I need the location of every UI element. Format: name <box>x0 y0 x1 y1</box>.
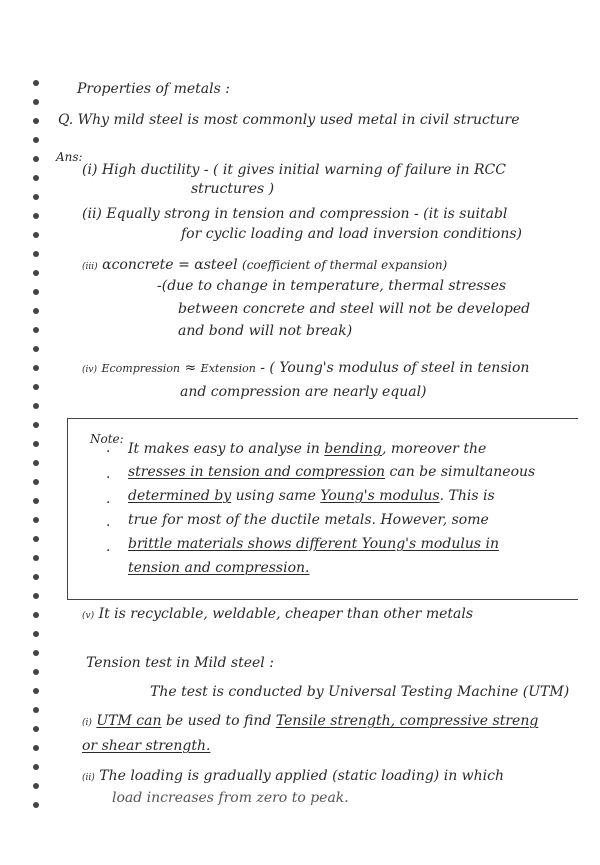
e-compression: Ecompression <box>101 362 181 375</box>
tension-point-1-line2: or shear strength. <box>82 738 211 754</box>
answer-label: Ans: <box>56 150 83 164</box>
tension-point-1: (i) UTM can be used to find Tensile strength, compressive streng <box>82 713 539 729</box>
note-line2: stresses in tension and compression can be simultaneous <box>128 464 536 480</box>
approx-sign: ≈ <box>184 360 197 376</box>
note-bullet: · <box>106 518 111 534</box>
point-4-rest: - ( Young's modulus of steel in tension <box>260 360 530 376</box>
equals-sign: = <box>178 257 190 273</box>
point-4-line2: and compression are nearly equal) <box>180 384 427 400</box>
point-3-line2: -(due to change in temperature, thermal stresses <box>157 278 507 294</box>
tension-point-1-marker: (i) <box>82 718 92 728</box>
note-bullet: · <box>106 444 111 460</box>
point-1-line1: High ductility - ( it gives initial warning of failure in RCC <box>101 162 506 178</box>
alpha-concrete: αconcrete <box>102 257 174 273</box>
point-4-marker: (iv) <box>82 365 97 375</box>
point-3 <box>82 256 447 276</box>
tension-test-heading: Tension test in Mild steel : <box>86 655 274 671</box>
point-3-marker: (iii) <box>82 262 98 272</box>
spiral-binding <box>30 80 42 820</box>
point-1-marker: (i) <box>82 162 98 178</box>
point-2-line2: for cyclic loading and load inversion conditions) <box>181 226 523 242</box>
point-5-marker: (v) <box>82 611 95 621</box>
point-3-line3: between concrete and steel will not be developed <box>178 301 531 317</box>
note-line3: determined by using same Young's modulus. This is <box>128 488 495 504</box>
tension-test-line1: The test is conducted by Universal Testing Machine (UTM) <box>150 684 570 700</box>
note-line6: tension and compression. <box>128 560 310 576</box>
point-2 <box>82 205 507 223</box>
tension-point-2-line2: load increases from zero to peak. <box>112 790 349 806</box>
note-label: Note: <box>90 432 124 446</box>
point-5 <box>82 605 473 625</box>
question-text: Q. Why mild steel is most commonly used metal in civil structure <box>58 112 520 128</box>
e-extension: Extension <box>200 362 256 375</box>
note-bullet: · <box>106 495 111 511</box>
point-4 <box>82 359 529 379</box>
point-1-line2: structures ) <box>191 181 275 197</box>
note-bullet: · <box>106 543 111 559</box>
note-line4: true for most of the ductile metals. However, some <box>128 512 489 528</box>
page-heading: Properties of metals : <box>77 81 230 97</box>
note-line5: brittle materials shows different Young's modulus in <box>128 536 499 552</box>
point-2-marker: (ii) <box>82 206 102 222</box>
point-5-text: It is recyclable, weldable, cheaper than other metals <box>98 606 474 622</box>
tension-point-2-marker: (ii) <box>82 773 95 783</box>
note-bullet: · <box>106 470 111 486</box>
tension-point-2: (ii) The loading is gradually applied (static loading) in which <box>82 768 504 784</box>
note-line1: It makes easy to analyse in bending, moreover the <box>128 441 487 457</box>
point-1 <box>82 161 506 179</box>
thermal-expansion-note: (coefficient of thermal expansion) <box>242 258 448 272</box>
point-2-line1: Equally strong in tension and compression - (it is suitabl <box>106 206 508 222</box>
point-3-line4: and bond will not break) <box>178 323 353 339</box>
alpha-steel: αsteel <box>194 257 238 273</box>
